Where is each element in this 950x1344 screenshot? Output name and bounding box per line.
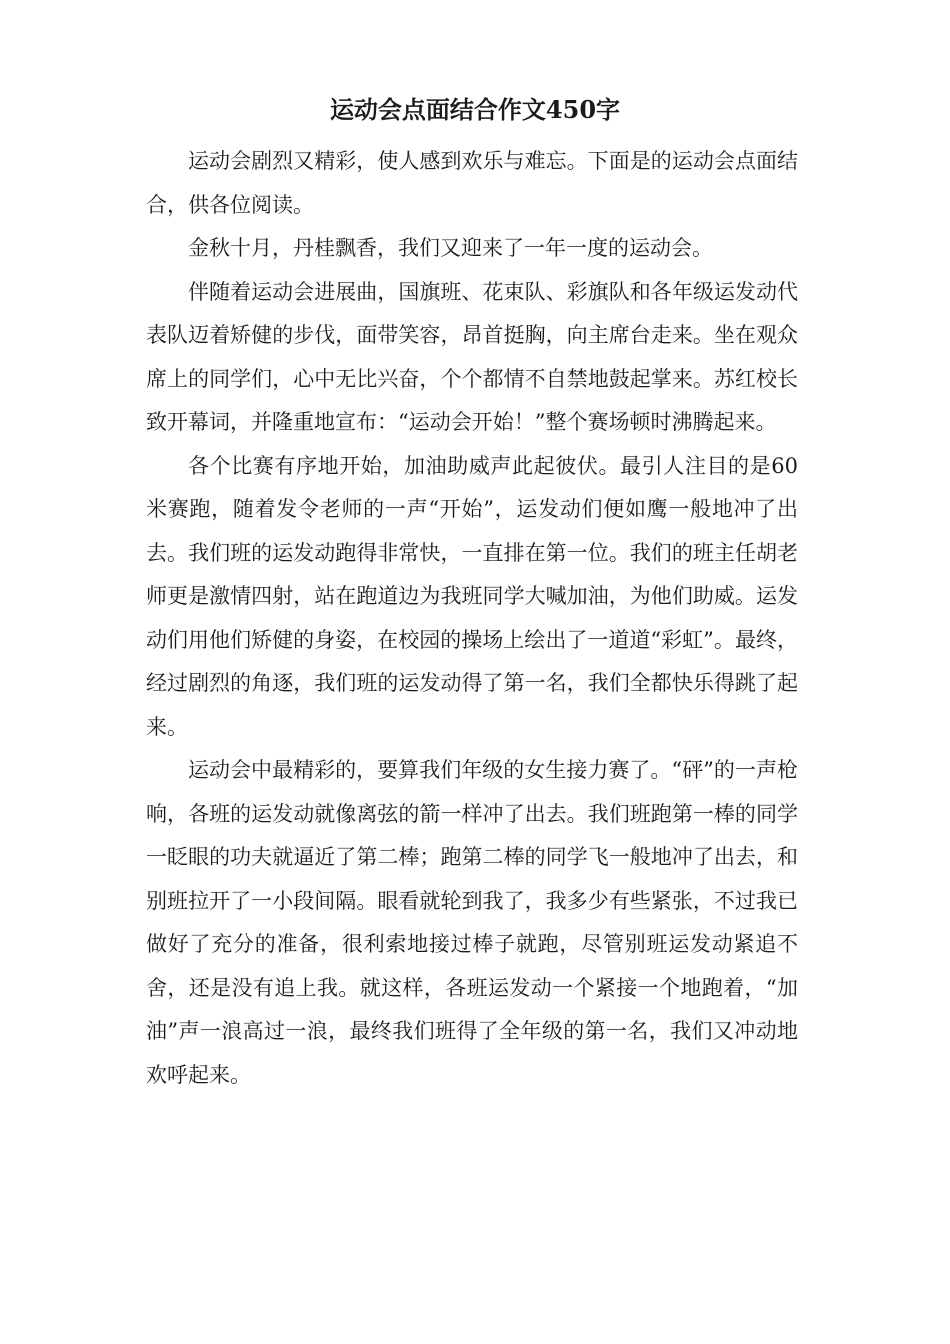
document-body [146,140,798,1097]
document-title: 运动会点面结合作文450字 [329,95,621,124]
paragraph-autumn: 金秋十月，丹桂飘香，我们又迎来了一年一度的运动会。 [188,236,713,260]
paragraph-opening: 伴随着运动会进展曲，国旗班、花束队、彩旗队和各年级运发动代表队迈着矫健的步伐，面带笑容，昂首挺胸，向主席台走来。坐在观众席上的同学们，心中无比兴奋，个个都情不自禁地鼓起掌来。苏红校长致开幕词，并隆重地宣布：“运动会开始！”整个赛场顿时沸腾起来。 [146,279,798,434]
paragraph-relay: 运动会中最精彩的，要算我们年级的女生接力赛了。“砰”的一声枪响，各班的运发动就像离弦的箭一样冲了出去。我们班跑第一棒的同学一眨眼的功夫就逼近了第二棒；跑第二棒的同学飞一般地冲了出去，和别班拉开了一小段间隔。眼看就轮到我了，我多少有些紧张，不过我已做好了充分的准备，很利索地接过棒子就跑，尽管别班运发动紧追不舍，还是没有追上我。就这样，各班运发动一个紧接一个地跑着，“加油”声一浪高过一浪，最终我们班得了全年级的第一名，我们又冲动地欢呼起来。 [146,758,798,1087]
paragraph-intro: 运动会剧烈又精彩，使人感到欢乐与难忘。下面是的运动会点面结合，供各位阅读。 [146,149,798,217]
paragraph-60m-race: 各个比赛有序地开始，加油助威声此起彼伏。最引人注目的是60米赛跑，随着发令老师的一声“开始”，运发动们便如鹰一般地冲了出去。我们班的运发动跑得非常快，一直排在第一位。我们的班主任胡老师更是激情四射，站在跑道边为我班同学大喊加油，为他们助威。运发动们用他们矫健的身姿，在校园的操场上绘出了一道道“彩虹”。最终，经过剧烈的角逐，我们班的运发动得了第一名，我们全都快乐得跳了起来。 [146,453,798,739]
